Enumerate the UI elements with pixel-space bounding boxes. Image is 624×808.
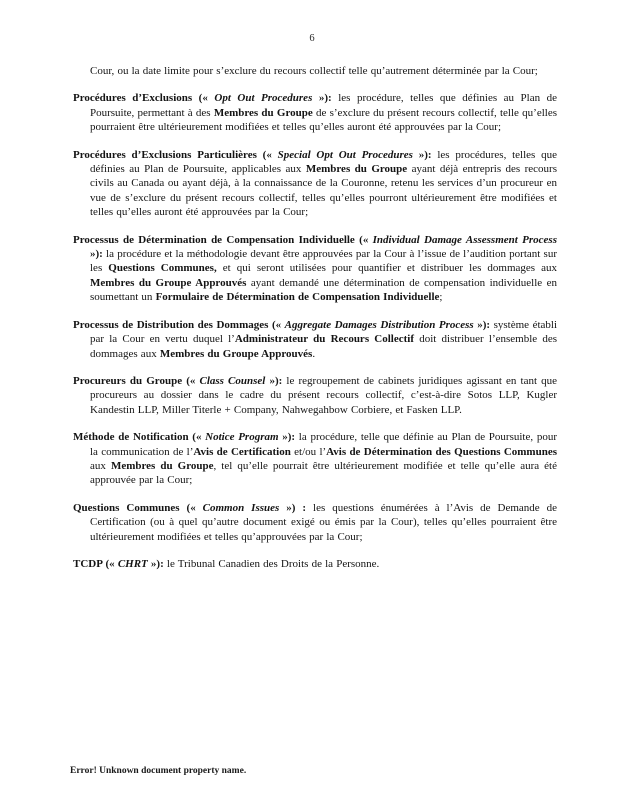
definition-paragraph — [73, 501, 557, 544]
text-segment: la procédure et la méthodologie devant être approuvées par la Cour à l’issue de l’audition portant sur les — [90, 248, 557, 275]
text-segment: »): — [147, 557, 164, 570]
text-segment: la procédure, telle que définie au Plan de Poursuite, pour la communication de l’ — [90, 431, 557, 458]
text-segment: Questions Communes, — [108, 262, 217, 275]
definition-paragraph — [73, 91, 557, 134]
text-segment: ; — [439, 291, 443, 304]
text-segment: Special Opt Out Procedures — [277, 148, 413, 161]
text-segment: les procédure, telles que définies au Plan de Poursuite, permettant à des — [90, 92, 557, 119]
definition-paragraph — [73, 148, 557, 220]
text-segment: et qui seront utilisées pour quantifier et distribuer les dommages aux — [216, 262, 558, 275]
definition-paragraph — [73, 557, 557, 571]
text-segment: ayant demandé une détermination de compensation individuelle en soumettant un — [90, 276, 557, 304]
text-segment: Membres du Groupe Approuvés — [90, 276, 247, 289]
definition-paragraph — [73, 430, 557, 488]
text-segment: Class Counsel — [199, 374, 266, 387]
text-segment: Procureurs du Groupe (« — [73, 374, 200, 387]
text-segment: de s’exclure du présent recours collectif, telle qu’elles pourraient être ultérieurement modifiées et telles qu’elles auront été approuvées par la Cour; — [90, 106, 557, 134]
text-segment: Membres du Groupe — [110, 459, 214, 472]
text-segment: Membres du Groupe — [213, 106, 313, 119]
text-segment: , tel qu’elle pourrait être ultérieurement modifiée et telle qu’elle aura été approuvée par la Cour; — [90, 459, 557, 487]
text-segment: et/ou l’ — [290, 445, 327, 458]
definition-paragraph — [73, 318, 557, 361]
text-segment: »): — [90, 248, 103, 261]
text-segment: Notice Program — [205, 431, 279, 444]
text-segment: le regroupement de cabinets juridiques agissant en tant que procureurs au dossier dans le cadre du présent recours collectif, c’est-à-dire Sotos LLP, Kugler Kandestin LLP, Miller Titerle + Company, Nahwegahbow Corbiere, et Fasken LLP. — [90, 374, 558, 416]
text-segment: Processus de Détermination de Compensation Individuelle (« — [73, 233, 373, 246]
definition-paragraph — [73, 374, 557, 417]
text-segment: »): — [278, 431, 296, 444]
text-segment: »): — [473, 318, 491, 331]
text-segment: CHRT — [117, 557, 148, 570]
text-segment: Procédures d’Exclusions Particulières (« — [73, 148, 278, 161]
text-segment: Avis de Certification — [193, 445, 291, 458]
text-segment: Administrateur du Recours Collectif — [234, 333, 415, 346]
text-segment: Formulaire de Détermination de Compensation Individuelle — [155, 291, 440, 304]
text-segment: Questions Communes (« — [73, 501, 203, 514]
text-segment: les questions énumérées à l’Avis de Demande de Certification (ou à quel qu’autre document exigé ou émis par la Cour), telles qu’elles pourraient être ultérieurement modifiées et telles qu’approuvées par la Cour; — [90, 501, 557, 543]
definition-paragraph — [73, 233, 557, 305]
text-segment: doit distribuer l’ensemble des dommages aux — [90, 333, 558, 360]
text-segment: Cour, ou la date limite pour s’exclure du recours collectif telle qu’autrement déterminée par la Cour; — [90, 65, 538, 77]
text-segment: TCDP (« — [73, 557, 118, 570]
text-segment: Common Issues — [202, 501, 280, 514]
text-segment: aux — [90, 459, 111, 472]
text-segment: ayant déjà entrepris des recours civils au Canada ou ayant déjà, à la connaissance de la Couronne, retenu les services d’un procureur en vue de s’exclure du présent recours collectif, telles qu’elles pourront ultérieurement être modifiées et telles qu’elles auront été approuvées par la Cour; — [90, 163, 557, 219]
text-segment: ») : — [279, 501, 307, 514]
text-segment: »): — [265, 374, 283, 387]
text-segment: système établi par la Cour en vertu duquel l’ — [90, 318, 557, 346]
text-segment: Opt Out Procedures — [214, 92, 313, 105]
text-segment: »): — [412, 148, 432, 161]
footer-error-text: Error! Unknown document property name. — [70, 766, 247, 776]
paragraph-continuation — [73, 64, 557, 78]
text-segment: Individual Damage Assessment Process — [372, 233, 557, 246]
text-segment: Méthode de Notification (« — [73, 431, 206, 444]
text-segment: . — [312, 347, 316, 360]
text-segment: Aggregate Damages Distribution Process — [284, 318, 474, 331]
text-segment: Avis de Détermination des Questions Communes — [326, 445, 557, 458]
text-segment: Membres du Groupe — [305, 163, 408, 176]
text-segment: »): — [312, 92, 332, 105]
definitions-list — [73, 64, 557, 584]
page-number: 6 — [309, 33, 315, 44]
text-segment: Membres du Groupe Approuvés — [159, 347, 313, 360]
text-segment: Procédures d’Exclusions (« — [73, 92, 215, 105]
text-segment: les procédures, telles que définies au Plan de Poursuite, applicables aux — [90, 148, 558, 176]
text-segment: Processus de Distribution des Dommages (« — [73, 318, 285, 331]
text-segment: le Tribunal Canadien des Droits de la Personne. — [163, 557, 380, 570]
